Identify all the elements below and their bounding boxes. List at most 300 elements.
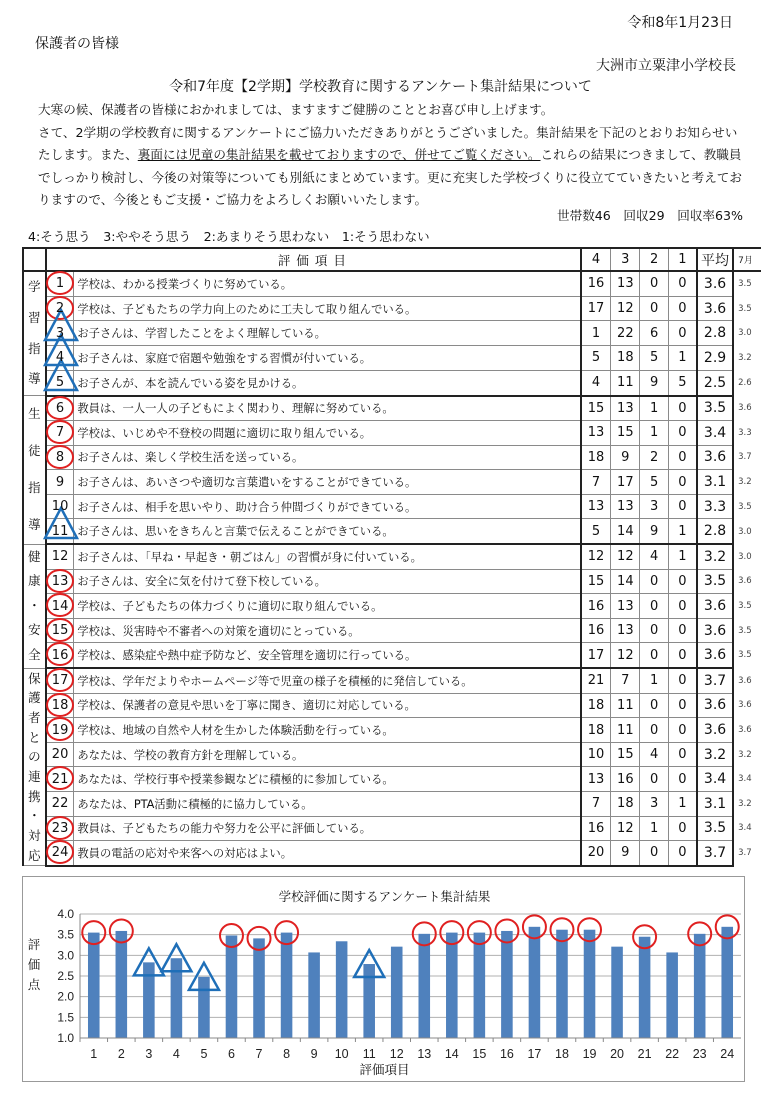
x-tick-label: 16 (499, 1047, 514, 1061)
count-2: 0 (640, 569, 668, 594)
bar-chart (23, 877, 746, 1083)
july-score: 3.5 (738, 650, 752, 661)
bar (308, 952, 320, 1038)
count-1: 0 (668, 494, 697, 519)
category-char: 導 (28, 516, 41, 532)
count-2: 1 (640, 396, 668, 421)
table-row (23, 396, 761, 421)
count-2: 0 (640, 841, 668, 866)
bar (474, 933, 486, 1038)
average-score: 3.6 (697, 271, 733, 296)
table-row (23, 767, 761, 792)
average-score: 3.2 (697, 544, 733, 569)
july-score: 3.7 (738, 848, 752, 859)
item-number-text: 18 (51, 697, 69, 713)
x-tick-label: 2 (117, 1047, 125, 1061)
table-row (23, 346, 761, 371)
category-char: 連 (28, 768, 41, 784)
item-text: 教員は、子どもたちの能力や努力を公平に評価している。 (74, 816, 581, 841)
average-score: 3.7 (697, 668, 733, 693)
x-tick-label: 24 (720, 1047, 735, 1061)
bar (363, 964, 375, 1038)
july-score: 3.0 (738, 551, 752, 562)
average-score: 2.5 (697, 370, 733, 395)
table-row (23, 470, 761, 495)
x-tick-label: 14 (444, 1047, 459, 1061)
average-score: 3.6 (697, 445, 733, 470)
category-char: 導 (28, 371, 41, 387)
count-1: 0 (668, 396, 697, 421)
item-number (46, 841, 74, 866)
item-number (46, 445, 74, 470)
bar (226, 935, 238, 1038)
x-tick-label: 20 (610, 1047, 625, 1061)
count-4: 10 (581, 742, 611, 767)
count-4: 12 (581, 544, 611, 569)
item-text: 学校は、子どもたちの学力向上のために工夫して取り組んでいる。 (74, 296, 581, 321)
item-text: お子さんは、思いをきちんと言葉で伝えることができている。 (74, 519, 581, 544)
category-char: 安 (28, 622, 41, 638)
average-score: 3.6 (697, 693, 733, 718)
count-2: 4 (640, 742, 668, 767)
count-4: 20 (581, 841, 611, 866)
count-1: 0 (668, 742, 697, 767)
count-1: 0 (668, 421, 697, 446)
count-1: 0 (668, 594, 697, 619)
item-number (46, 544, 74, 569)
count-4: 15 (581, 569, 611, 594)
category-char: 全 (28, 646, 41, 662)
item-number-text: 24 (51, 845, 69, 861)
item-number-text: 4 (55, 350, 65, 366)
count-4: 13 (581, 494, 611, 519)
july-score: 3.6 (738, 700, 752, 711)
x-tick-label: 18 (555, 1047, 569, 1061)
count-1: 0 (668, 569, 697, 594)
header-3: 3 (611, 248, 640, 271)
category-char: 健 (28, 548, 41, 564)
item-number-text: 23 (51, 820, 69, 836)
count-4: 21 (581, 668, 611, 693)
paragraph-2-b: これらの結果につきまして、教職員でしっかり検討し、今後の対策等についても別紙にまとめています。更に充実した学校づくりに役立てていきたいと考えておりますので、今後ともご支援・ご協力をよろしくお願いいたします。 (38, 147, 742, 207)
item-number (46, 370, 74, 395)
item-number-text: 13 (51, 573, 69, 589)
y-tick-label: 3.0 (57, 948, 74, 963)
july-score: 3.2 (738, 352, 752, 363)
bar (143, 962, 155, 1038)
item-text: 教員の電話の応対や来客への対応はよい。 (74, 841, 581, 866)
count-1: 0 (668, 816, 697, 841)
count-3: 11 (611, 718, 640, 743)
table-row (23, 421, 761, 446)
category-char: 保 (28, 670, 41, 686)
paragraph-2-underlined: 裏面には児童の集計結果を載せておりますので、併せてご覧ください。 (137, 147, 541, 162)
greeting-body (30, 99, 748, 212)
count-3: 12 (611, 544, 640, 569)
average-score: 3.6 (697, 718, 733, 743)
average-score: 3.6 (697, 296, 733, 321)
category-char: 応 (28, 847, 41, 863)
count-2: 0 (640, 643, 668, 668)
table-row (23, 271, 761, 296)
july-score: 3.2 (738, 749, 752, 760)
chart-panel (22, 876, 745, 1082)
july-score: 3.6 (738, 675, 752, 686)
average-score: 3.1 (697, 792, 733, 817)
count-4: 7 (581, 470, 611, 495)
count-2: 2 (640, 445, 668, 470)
average-score: 3.5 (697, 569, 733, 594)
average-score: 3.6 (697, 643, 733, 668)
count-3: 15 (611, 421, 640, 446)
item-number (46, 742, 74, 767)
july-score: 3.6 (738, 725, 752, 736)
average-score: 2.8 (697, 321, 733, 346)
y-tick-label: 3.5 (57, 927, 74, 942)
item-number-text: 21 (51, 771, 69, 787)
count-2: 0 (640, 618, 668, 643)
average-score: 3.4 (697, 767, 733, 792)
average-score: 2.8 (697, 519, 733, 544)
item-number (46, 271, 74, 296)
y-tick-label: 4.0 (57, 907, 74, 921)
table-row (23, 519, 761, 544)
count-1: 1 (668, 346, 697, 371)
paragraph-2 (30, 122, 748, 212)
x-tick-label: 10 (334, 1047, 349, 1061)
bar (253, 938, 265, 1038)
count-2: 5 (640, 470, 668, 495)
document-date: 令和8年1月23日 (627, 15, 733, 31)
july-score: 3.2 (738, 798, 752, 809)
x-tick-label: 15 (472, 1047, 487, 1061)
july-score: 2.6 (738, 377, 752, 388)
count-1: 1 (668, 519, 697, 544)
bar (391, 947, 403, 1038)
header-average: 平均 (697, 248, 733, 271)
count-3: 13 (611, 618, 640, 643)
count-3: 14 (611, 519, 640, 544)
item-number-text: 3 (55, 325, 65, 341)
item-number-text: 10 (51, 499, 69, 515)
item-text: あなたは、学校行事や授業参観などに積極的に参加している。 (74, 767, 581, 792)
item-text: 教員は、一人一人の子どもによく関わり、理解に努めている。 (74, 396, 581, 421)
item-number-text: 11 (51, 523, 69, 539)
bar (501, 931, 513, 1038)
count-3: 12 (611, 296, 640, 321)
count-4: 16 (581, 594, 611, 619)
july-score: 3.0 (738, 328, 752, 339)
count-3: 17 (611, 470, 640, 495)
count-2: 0 (640, 271, 668, 296)
count-1: 0 (668, 668, 697, 693)
table-row (23, 693, 761, 718)
item-number (46, 767, 74, 792)
x-tick-label: 5 (200, 1047, 208, 1061)
item-number-text: 7 (55, 425, 65, 441)
count-3: 12 (611, 816, 640, 841)
category-char: と (28, 729, 41, 745)
y-axis-label-text: 評価点 (27, 937, 41, 992)
count-2: 9 (640, 519, 668, 544)
item-number (46, 396, 74, 421)
average-score: 3.5 (697, 396, 733, 421)
x-tick-label: 8 (283, 1047, 291, 1061)
average-score: 3.6 (697, 618, 733, 643)
header-category (23, 248, 46, 271)
item-number-text: 19 (51, 722, 69, 738)
survey-table (22, 247, 761, 867)
count-1: 0 (668, 296, 697, 321)
header-1: 1 (668, 248, 697, 271)
table-row (23, 643, 761, 668)
count-2: 1 (640, 668, 668, 693)
count-2: 5 (640, 346, 668, 371)
x-tick-label: 12 (389, 1047, 404, 1061)
bar (639, 937, 651, 1038)
count-3: 13 (611, 271, 640, 296)
july-score: 3.2 (738, 477, 752, 488)
july-score: 3.6 (738, 576, 752, 587)
count-1: 0 (668, 271, 697, 296)
count-3: 22 (611, 321, 640, 346)
count-3: 12 (611, 643, 640, 668)
table-row (23, 445, 761, 470)
july-score: 3.5 (738, 601, 752, 612)
table-row (23, 742, 761, 767)
item-number-text: 6 (55, 400, 65, 416)
paragraph-2-a: さて、2学期の学校教育に関するアンケートにご協力いただきありがとうございました。集計結果を下記のとおりお知らせいたします。また、 (38, 124, 738, 162)
bar (116, 931, 128, 1038)
category-cell (23, 271, 46, 396)
average-score: 3.2 (697, 742, 733, 767)
category-char: ・ (28, 808, 41, 824)
item-text: 学校は、学年だよりやホームページ等で児童の様子を積極的に発信している。 (74, 668, 581, 693)
july-score: 3.4 (738, 774, 752, 785)
table-row (23, 841, 761, 866)
count-1: 0 (668, 321, 697, 346)
bar (584, 930, 596, 1038)
item-text: お子さんは、楽しく学校生活を送っている。 (74, 445, 581, 470)
item-number (46, 618, 74, 643)
item-number (46, 421, 74, 446)
july-score: 3.7 (738, 452, 752, 463)
item-text: お子さんは、家庭で宿題や勉強をする習慣が付いている。 (74, 346, 581, 371)
x-tick-label: 9 (310, 1047, 318, 1061)
category-char: ・ (28, 597, 41, 613)
bar (418, 934, 430, 1038)
count-3: 11 (611, 693, 640, 718)
x-tick-label: 19 (582, 1047, 597, 1061)
x-tick-label: 4 (172, 1047, 180, 1061)
item-number (46, 643, 74, 668)
count-2: 0 (640, 767, 668, 792)
count-3: 13 (611, 594, 640, 619)
bar (529, 927, 541, 1038)
item-number-text: 17 (51, 673, 69, 689)
count-4: 5 (581, 346, 611, 371)
item-number-text: 5 (55, 375, 65, 391)
table-row (23, 321, 761, 346)
count-1: 0 (668, 693, 697, 718)
category-char: 者 (28, 709, 41, 725)
count-2: 1 (640, 421, 668, 446)
average-score: 3.3 (697, 494, 733, 519)
item-number (46, 296, 74, 321)
response-stats: 世帯数46 回収29 回収率63% (557, 208, 743, 223)
bar (556, 930, 568, 1038)
july-score: 3.6 (738, 403, 752, 414)
bar (336, 941, 348, 1038)
category-cell (23, 544, 46, 668)
count-1: 5 (668, 370, 697, 395)
bar (446, 933, 458, 1038)
item-number-text: 16 (51, 647, 69, 663)
sender: 大洲市立粟津小学校長 (596, 58, 736, 74)
x-tick-label: 1 (90, 1047, 98, 1061)
july-score: 3.5 (738, 501, 752, 512)
count-3: 7 (611, 668, 640, 693)
addressee: 保護者の皆様 (35, 36, 119, 52)
item-number (46, 569, 74, 594)
item-text: あなたは、PTA活動に積極的に協力している。 (74, 792, 581, 817)
category-char: 指 (28, 479, 41, 495)
x-tick-label: 17 (527, 1047, 542, 1061)
x-axis-label: 評価項目 (359, 1062, 410, 1077)
item-text: お子さんが、本を読んでいる姿を見かける。 (74, 370, 581, 395)
item-number-text: 8 (55, 449, 65, 465)
table-row (23, 792, 761, 817)
count-2: 9 (640, 370, 668, 395)
count-1: 0 (668, 643, 697, 668)
x-tick-label: 22 (665, 1047, 680, 1061)
item-text: 学校は、子どもたちの体力づくりに適切に取り組んでいる。 (74, 594, 581, 619)
count-2: 0 (640, 594, 668, 619)
count-4: 5 (581, 519, 611, 544)
count-2: 3 (640, 494, 668, 519)
chart-title: 学校評価に関するアンケート集計結果 (278, 889, 491, 904)
item-number-text: 2 (55, 301, 65, 317)
item-text: 学校は、地域の自然や人材を生かした体験活動を行っている。 (74, 718, 581, 743)
count-1: 1 (668, 544, 697, 569)
item-number (46, 792, 74, 817)
count-4: 1 (581, 321, 611, 346)
july-score: 3.0 (738, 526, 752, 537)
item-text: お子さんは、学習したことをよく理解している。 (74, 321, 581, 346)
count-3: 13 (611, 494, 640, 519)
category-char: 護 (28, 690, 41, 706)
item-number (46, 470, 74, 495)
item-text: お子さんは、「早ね・早起き・朝ごはん」の習慣が身に付いている。 (74, 544, 581, 569)
count-4: 16 (581, 816, 611, 841)
category-char: 徒 (28, 442, 41, 458)
item-number-text: 20 (51, 747, 69, 763)
count-4: 13 (581, 421, 611, 446)
count-2: 4 (640, 544, 668, 569)
count-1: 1 (668, 792, 697, 817)
table-row (23, 816, 761, 841)
item-number (46, 693, 74, 718)
x-tick-label: 13 (417, 1047, 432, 1061)
x-tick-label: 23 (692, 1047, 707, 1061)
x-tick-label: 6 (228, 1047, 235, 1061)
item-number (46, 718, 74, 743)
item-text: あなたは、学校の教育方針を理解している。 (74, 742, 581, 767)
item-text: 学校は、災害時や不審者への対策を適切にとっている。 (74, 618, 581, 643)
y-tick-label: 2.5 (57, 969, 74, 983)
bar (694, 934, 706, 1038)
item-number-text: 22 (51, 796, 69, 812)
item-number-text: 12 (51, 549, 69, 565)
x-tick-label: 7 (255, 1047, 263, 1061)
bar (281, 933, 293, 1038)
item-text: お子さんは、安全に気を付けて登下校している。 (74, 569, 581, 594)
x-tick-label: 3 (145, 1047, 153, 1061)
paragraph-1: 大寒の候、保護者の皆様におかれましては、ますますご健勝のこととお喜び申し上げます。 (38, 102, 554, 117)
item-text: 学校は、わかる授業づくりに努めている。 (74, 271, 581, 296)
count-2: 6 (640, 321, 668, 346)
item-text: 学校は、感染症や熱中症予防など、安全管理を適切に行っている。 (74, 643, 581, 668)
table-row (23, 370, 761, 395)
header-2: 2 (640, 248, 668, 271)
scale-legend: 4:そう思う 3:ややそう思う 2:あまりそう思わない 1:そう思わない (28, 229, 430, 244)
table-header-row (23, 248, 761, 271)
count-3: 14 (611, 569, 640, 594)
bar (721, 927, 733, 1038)
count-3: 9 (611, 841, 640, 866)
y-tick-label: 1.0 (57, 1031, 74, 1045)
item-number (46, 816, 74, 841)
category-char: 生 (28, 406, 41, 421)
item-number (46, 594, 74, 619)
count-1: 0 (668, 618, 697, 643)
item-number-text: 1 (55, 276, 65, 292)
category-char: 指 (28, 340, 41, 356)
header-july: 7月 (733, 248, 761, 271)
count-3: 18 (611, 792, 640, 817)
count-4: 15 (581, 396, 611, 421)
item-text: お子さんは、あいさつや適切な言葉遣いをすることができている。 (74, 470, 581, 495)
count-3: 16 (611, 767, 640, 792)
count-4: 13 (581, 767, 611, 792)
count-1: 0 (668, 767, 697, 792)
item-number-text: 9 (55, 474, 65, 490)
header-4: 4 (581, 248, 611, 271)
table-row (23, 544, 761, 569)
item-text: 学校は、いじめや不登校の問題に適切に取り組んでいる。 (74, 421, 581, 446)
count-1: 0 (668, 841, 697, 866)
category-cell (23, 396, 46, 545)
category-cell (23, 668, 46, 866)
count-4: 18 (581, 693, 611, 718)
item-number (46, 519, 74, 544)
header-item: 評価項目 (46, 248, 581, 271)
y-tick-label: 2.0 (57, 989, 74, 1004)
x-tick-label: 11 (362, 1047, 376, 1061)
item-number (46, 494, 74, 519)
average-score: 3.5 (697, 816, 733, 841)
count-2: 0 (640, 296, 668, 321)
count-4: 16 (581, 618, 611, 643)
category-char: 康 (28, 573, 41, 589)
count-4: 17 (581, 643, 611, 668)
july-score: 3.5 (738, 303, 752, 314)
count-4: 18 (581, 718, 611, 743)
table-row (23, 594, 761, 619)
bar (88, 933, 100, 1038)
table-row (23, 494, 761, 519)
bar (198, 977, 210, 1038)
